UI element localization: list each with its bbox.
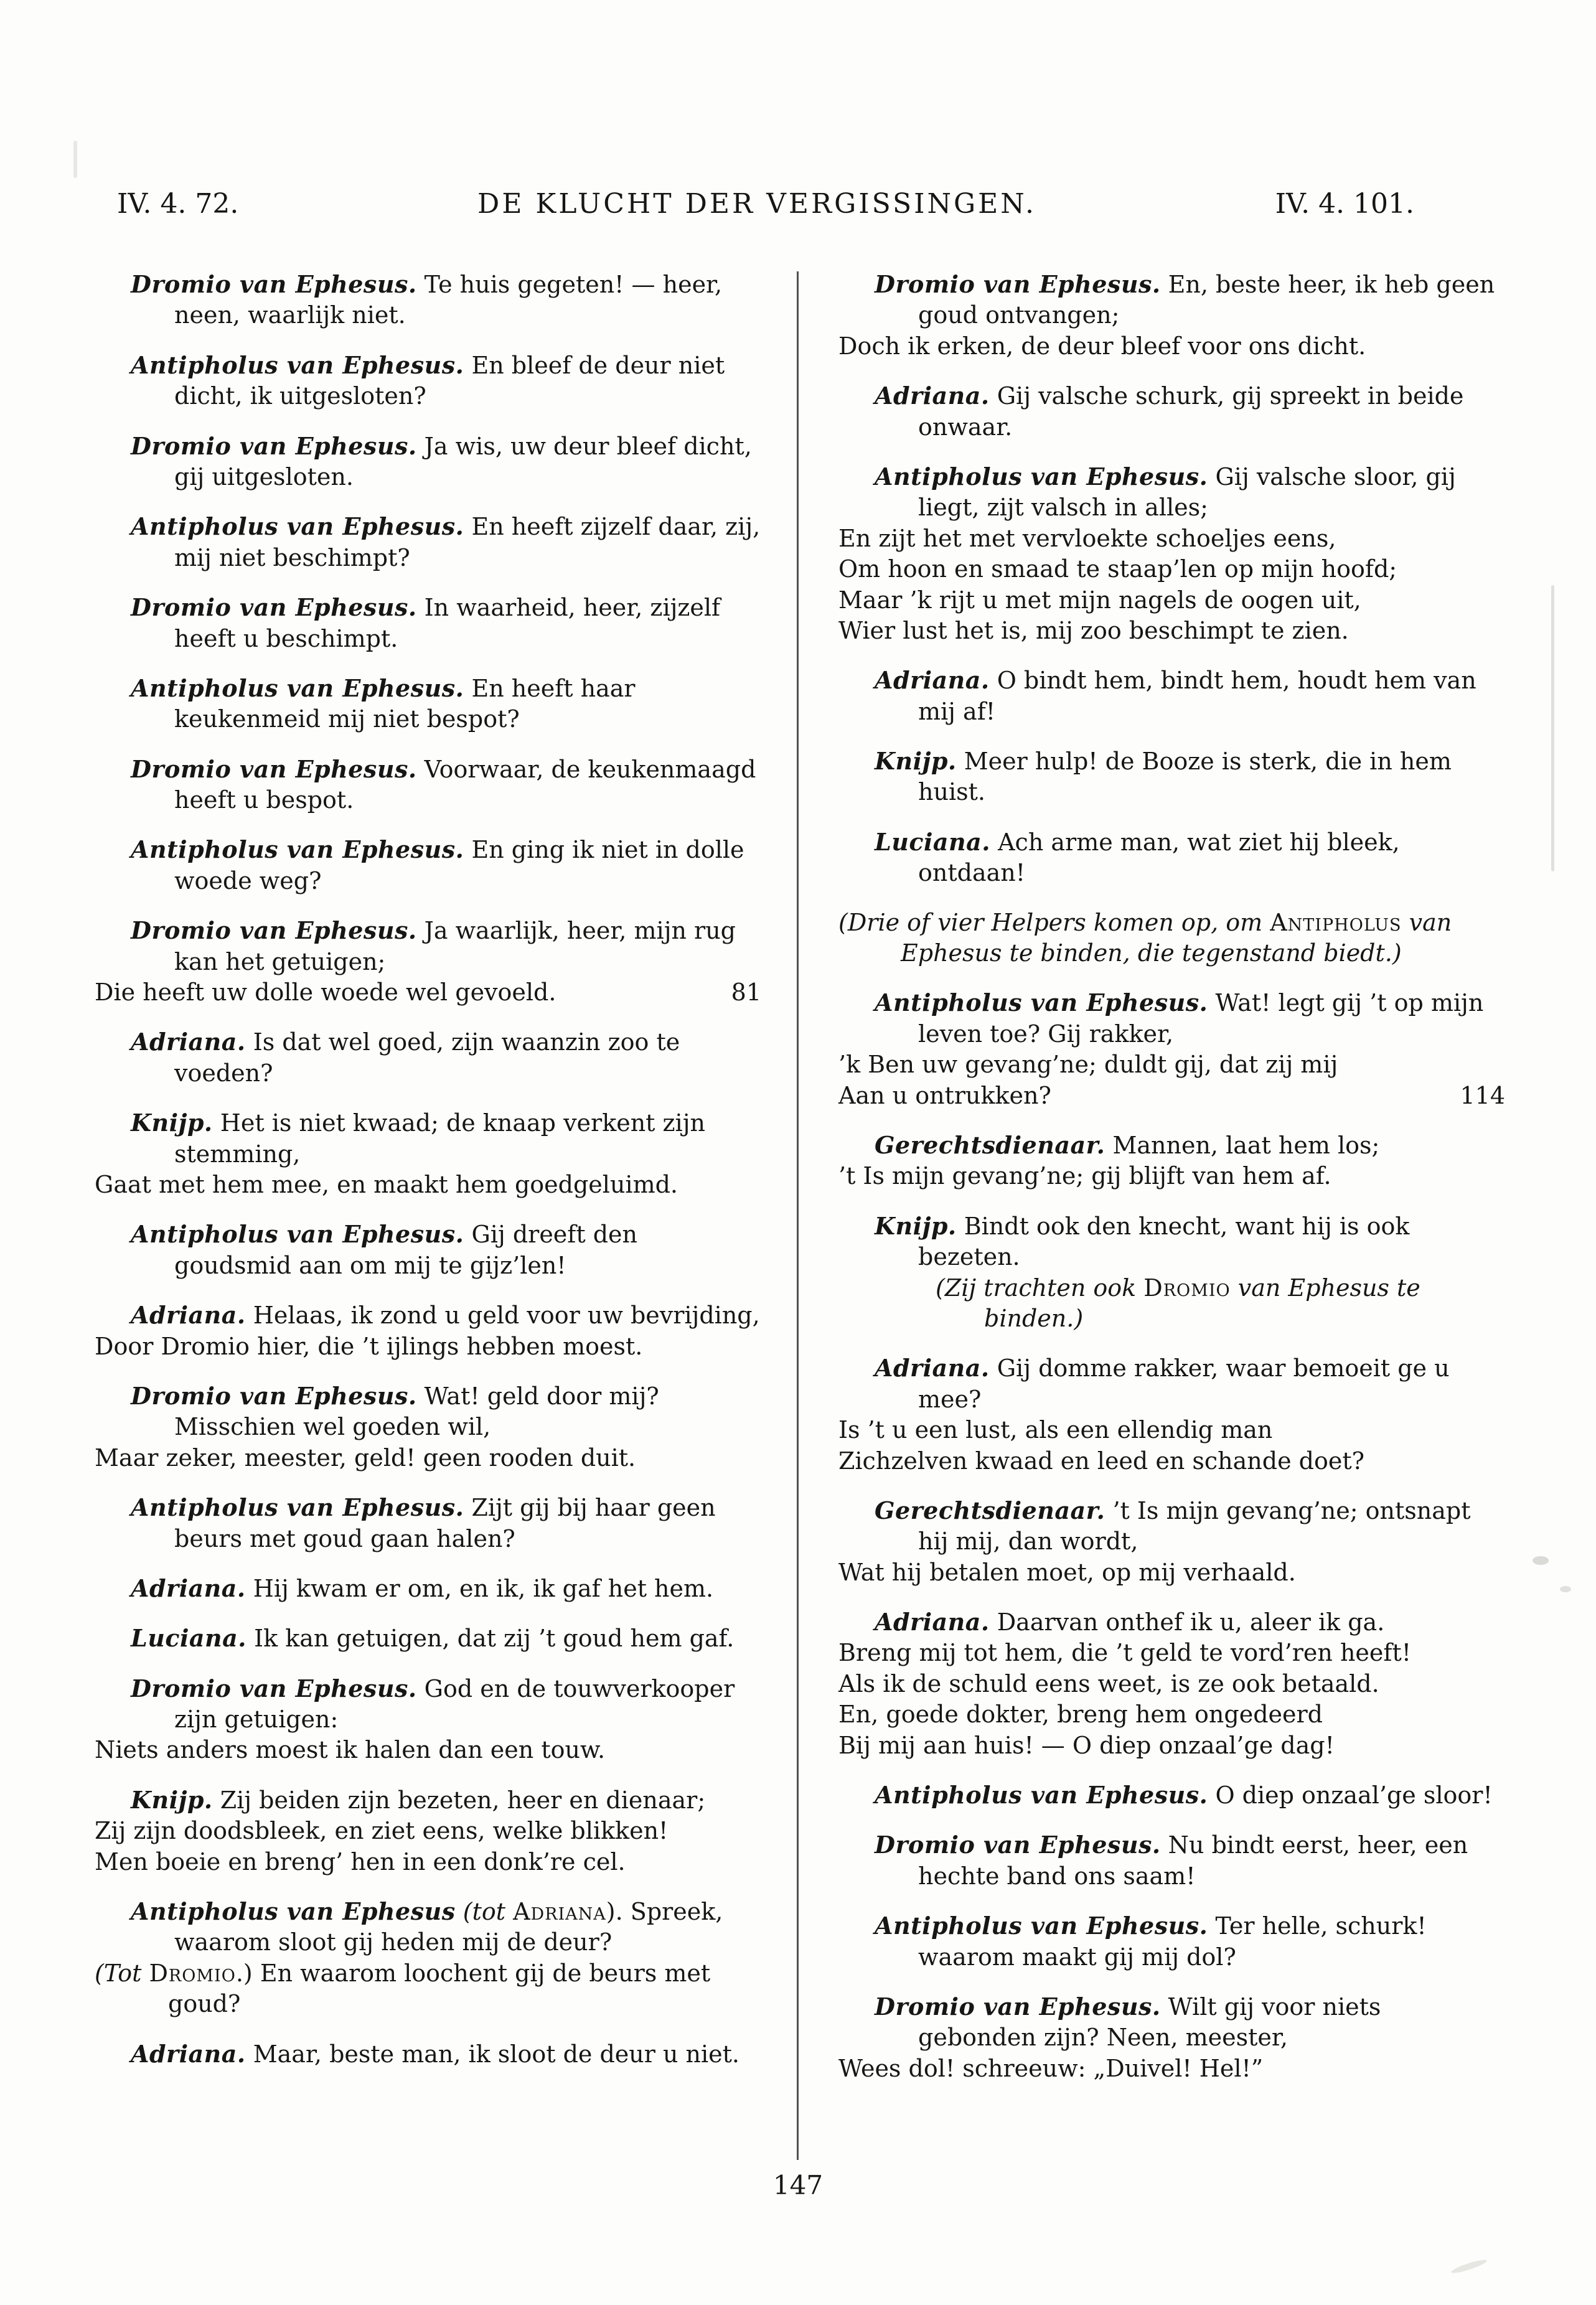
stage-direction bbox=[838, 908, 1505, 969]
text-run: En bleef de deur niet dicht, ik uitgesloten? bbox=[174, 351, 725, 410]
speaker-name: Antipholus van Ephesus bbox=[131, 1897, 456, 1926]
text-run: En, goede dokter, breng hem ongedeerd bbox=[838, 1701, 1323, 1729]
verse-line bbox=[95, 1170, 761, 1200]
speech-paragraph bbox=[95, 1896, 761, 1958]
text-run: Is ’t u een lust, als een ellendig man bbox=[838, 1416, 1273, 1444]
text-run: Als ik de schuld eens weet, is ze ook betaald. bbox=[838, 1669, 1379, 1697]
text-run: Ja wis, uw deur bleef dicht, gij uitgesloten. bbox=[174, 432, 752, 491]
verse-line bbox=[95, 1816, 761, 1846]
speaker-name: Adriana. bbox=[875, 1608, 990, 1636]
text-run: Het is niet kwaad; de knaap verkent zijn stemming, bbox=[174, 1109, 705, 1168]
speech-paragraph bbox=[95, 1300, 761, 1331]
text-run: God en de touwverkooper zijn getuigen: bbox=[174, 1674, 735, 1734]
speaker-name: Luciana. bbox=[875, 827, 991, 856]
text-run: Meer hulp! de Booze is sterk, die in hem huist. bbox=[918, 748, 1452, 806]
scan-artifact bbox=[1551, 585, 1554, 871]
verse-line bbox=[838, 1161, 1505, 1191]
speech-paragraph bbox=[95, 1026, 761, 1089]
text-run: (Tot bbox=[95, 1959, 149, 1987]
text-run: Antipholus bbox=[1270, 908, 1402, 936]
text-run: Zichzelven kwaad en leed en schande doet? bbox=[838, 1447, 1364, 1475]
speaker-name: Dromio van Ephesus. bbox=[131, 754, 417, 783]
verse-line-number: 81 bbox=[731, 979, 761, 1007]
text-run: Men boeie en breng’ hen in een donk’re cel. bbox=[95, 1847, 626, 1875]
speech-paragraph bbox=[95, 350, 761, 412]
text-run: Ja waarlijk, heer, mijn rug kan het getuigen; bbox=[174, 917, 736, 975]
text-run: Dromio bbox=[149, 1959, 236, 1987]
speech-paragraph bbox=[838, 269, 1505, 331]
text-run: Ach arme man, wat ziet hij bleek, ontdaan! bbox=[918, 828, 1400, 887]
verse-line bbox=[838, 1081, 1505, 1111]
scan-artifact bbox=[1560, 1586, 1571, 1592]
text-run: In waarheid, heer, zijzelf heeft u beschimpt. bbox=[174, 594, 721, 652]
speech-paragraph bbox=[95, 1219, 761, 1281]
text-run: Bindt ook den knecht, want hij is ook bezeten. bbox=[918, 1212, 1410, 1271]
text-run: Zij zijn doodsbleek, en ziet eens, welke blikken! bbox=[95, 1817, 669, 1845]
text-run: Is dat wel goed, zijn waanzin zoo te voeden? bbox=[174, 1028, 680, 1087]
speech-paragraph bbox=[95, 431, 761, 493]
verse-line bbox=[838, 1699, 1505, 1730]
speech-paragraph bbox=[95, 1492, 761, 1554]
speaker-name: Antipholus van Ephesus. bbox=[131, 835, 464, 864]
speech-paragraph bbox=[838, 746, 1505, 808]
page-number: 147 bbox=[772, 2170, 824, 2200]
speaker-name: Antipholus van Ephesus. bbox=[875, 462, 1208, 491]
text-run: En, beste heer, ik heb geen goud ontvangen; bbox=[918, 271, 1495, 329]
text-run: En heeft haar keukenmeid mij niet bespot? bbox=[174, 674, 636, 733]
text-run: van Ephesus te binden.) bbox=[984, 1274, 1420, 1332]
speaker-name: Knijp. bbox=[875, 1211, 957, 1240]
speaker-name: Dromio van Ephesus. bbox=[875, 1831, 1161, 1859]
speech-paragraph bbox=[838, 1780, 1505, 1811]
speaker-name: Antipholus van Ephesus. bbox=[875, 1781, 1208, 1810]
speech-paragraph bbox=[95, 1673, 761, 1735]
speaker-name: Dromio van Ephesus. bbox=[875, 270, 1161, 298]
speech-paragraph bbox=[838, 1353, 1505, 1415]
text-run: O diep onzaal’ge sloor! bbox=[1208, 1782, 1493, 1810]
text-run: Wees dol! schreeuw: „Duivel! Hel!” bbox=[838, 2054, 1264, 2082]
text-run: Hij kwam er om, en ik, ik gaf het hem. bbox=[245, 1574, 714, 1602]
speech-paragraph bbox=[838, 461, 1505, 523]
speech-paragraph bbox=[95, 1623, 761, 1654]
scan-artifact bbox=[73, 141, 77, 178]
text-run: Gij valsche schurk, gij spreekt in beide onwaar. bbox=[918, 382, 1464, 441]
verse-line bbox=[838, 331, 1505, 362]
text-run: Gij domme rakker, waar bemoeit ge u mee? bbox=[918, 1354, 1450, 1413]
speaker-name: Adriana. bbox=[131, 1301, 246, 1330]
verse-line bbox=[838, 1730, 1505, 1761]
speech-paragraph bbox=[95, 2039, 761, 2070]
text-run: O bindt hem, bindt hem, houdt hem van mij af! bbox=[918, 667, 1476, 725]
speaker-name: Adriana. bbox=[875, 382, 990, 410]
text-run: Niets anders moest ik halen dan een touw. bbox=[95, 1736, 606, 1764]
verse-line bbox=[95, 977, 761, 1008]
verse-line bbox=[838, 554, 1505, 584]
speaker-name: Knijp. bbox=[875, 747, 957, 776]
speaker-name: Adriana. bbox=[875, 666, 990, 695]
verse-line bbox=[838, 2054, 1505, 2084]
text-run bbox=[456, 1898, 463, 1925]
verse-line bbox=[838, 1557, 1505, 1588]
speaker-name: Dromio van Ephesus. bbox=[131, 431, 417, 460]
speaker-name: Luciana. bbox=[131, 1624, 247, 1653]
text-run: Aan u ontrukken? bbox=[838, 1081, 1051, 1109]
text-run: Gaat met hem mee, en maakt hem goedgeluimd. bbox=[95, 1170, 678, 1198]
speaker-name: Adriana. bbox=[131, 1574, 246, 1602]
verse-line bbox=[838, 1049, 1505, 1080]
speaker-name: Dromio van Ephesus. bbox=[875, 1992, 1161, 2021]
running-head-right: IV. 4. 101. bbox=[1275, 188, 1414, 220]
text-run: Doch ik erken, de deur bleef voor ons dicht. bbox=[838, 332, 1366, 360]
speech-paragraph bbox=[95, 673, 761, 735]
text-run: Nu bindt eerst, heer, een hechte band ons saam! bbox=[918, 1831, 1468, 1890]
verse-line bbox=[838, 585, 1505, 616]
text-run: Maar ’k rijt u met mijn nagels de oogen uit, bbox=[838, 586, 1361, 614]
text-run: Wat hij betalen moet, op mij verhaald. bbox=[838, 1558, 1296, 1586]
speech-paragraph bbox=[95, 1107, 761, 1170]
text-run: van Ephesus te binden, die tegenstand biedt.) bbox=[901, 908, 1452, 967]
text-run: En zijt het met vervloekte schoeljes eens, bbox=[838, 524, 1336, 552]
text-run: Maar, beste man, ik sloot de deur u niet. bbox=[245, 2040, 740, 2068]
text-column-right bbox=[838, 269, 1505, 2084]
speaker-name: Gerechtsdienaar. bbox=[875, 1496, 1105, 1524]
speaker-name: Adriana. bbox=[131, 1028, 246, 1056]
verse-line bbox=[838, 1415, 1505, 1445]
speaker-name: Antipholus van Ephesus. bbox=[131, 350, 464, 379]
verse-line bbox=[838, 1669, 1505, 1699]
text-run: En ging ik niet in dolle woede weg? bbox=[174, 836, 744, 894]
speaker-name: Antipholus van Ephesus. bbox=[131, 1220, 464, 1249]
text-run: ’t Is mijn gevang’ne; gij blijft van hem af. bbox=[838, 1162, 1331, 1190]
speaker-name: Dromio van Ephesus. bbox=[131, 1381, 417, 1410]
speaker-name: Knijp. bbox=[131, 1785, 213, 1814]
speaker-name: Antipholus van Ephesus. bbox=[131, 674, 464, 702]
speaker-name: Antipholus van Ephesus. bbox=[875, 988, 1208, 1017]
speech-paragraph bbox=[838, 380, 1505, 443]
speaker-name: Knijp. bbox=[131, 1109, 213, 1137]
text-run: Wat! geld door mij? Misschien wel goeden wil, bbox=[174, 1382, 659, 1441]
text-run: Zij beiden zijn bezeten, heer en dienaar; bbox=[212, 1786, 706, 1814]
speech-paragraph bbox=[838, 827, 1505, 889]
text-run: ). Spreek, waarom sloot gij heden mij de deur? bbox=[174, 1898, 723, 1956]
speech-paragraph bbox=[95, 1381, 761, 1443]
text-run: Dromio bbox=[1143, 1274, 1231, 1302]
text-column-left bbox=[95, 269, 761, 2084]
speaker-name: Antipholus van Ephesus. bbox=[131, 1493, 464, 1522]
speech-paragraph bbox=[838, 1910, 1505, 1973]
text-run: .) En waarom loochent gij de beurs met goud? bbox=[168, 1959, 711, 2018]
speech-paragraph bbox=[95, 511, 761, 573]
stage-direction bbox=[936, 1273, 1505, 1335]
scan-artifact bbox=[1450, 2258, 1488, 2275]
speaker-name: Dromio van Ephesus. bbox=[131, 270, 417, 298]
verse-line bbox=[95, 1331, 761, 1362]
speech-paragraph bbox=[95, 592, 761, 654]
speaker-name: Adriana. bbox=[875, 1354, 990, 1383]
verse-line bbox=[95, 1958, 761, 2020]
text-run: Daarvan onthef ik u, aleer ik ga. bbox=[989, 1608, 1385, 1636]
verse-line bbox=[838, 1446, 1505, 1476]
speech-paragraph bbox=[838, 665, 1505, 727]
speech-paragraph bbox=[95, 269, 761, 331]
text-body bbox=[95, 269, 1505, 2084]
speech-paragraph bbox=[838, 1495, 1505, 1557]
text-run: Bij mij aan huis! — O diep onzaal’ge dag! bbox=[838, 1731, 1335, 1759]
text-run: Door Dromio hier, die ’t ijlings hebben moest. bbox=[95, 1332, 643, 1360]
verse-line-number: 114 bbox=[1460, 1081, 1505, 1109]
speaker-name: Antipholus van Ephesus. bbox=[131, 512, 464, 541]
text-run: Voorwaar, de keukenmaagd heeft u bespot. bbox=[174, 755, 756, 814]
text-run: Die heeft uw dolle woede wel gevoeld. bbox=[95, 979, 556, 1007]
speech-paragraph bbox=[95, 834, 761, 896]
verse-line bbox=[95, 1735, 761, 1765]
text-run: ’k Ben uw gevang’ne; duldt gij, dat zij mij bbox=[838, 1051, 1338, 1079]
speech-paragraph bbox=[838, 1607, 1505, 1638]
text-run: En heeft zijzelf daar, zij, mij niet beschimpt? bbox=[174, 513, 761, 571]
text-run: Helaas, ik zond u geld voor uw bevrijding, bbox=[245, 1302, 760, 1330]
text-run: Wier lust het is, mij zoo beschimpt te zien. bbox=[838, 616, 1349, 644]
verse-line bbox=[838, 1638, 1505, 1668]
text-run: ’t Is mijn gevang’ne; ontsnapt hij mij, dan wordt, bbox=[918, 1496, 1471, 1556]
speech-paragraph bbox=[95, 1785, 761, 1816]
text-run: Ter helle, schurk! waarom maakt gij mij dol? bbox=[918, 1912, 1427, 1971]
speech-paragraph bbox=[95, 754, 761, 816]
text-run: Adriana bbox=[513, 1898, 606, 1926]
text-run: (Zij trachten ook bbox=[936, 1274, 1144, 1302]
verse-line bbox=[95, 1847, 761, 1877]
speech-paragraph bbox=[838, 987, 1505, 1049]
running-title: DE KLUCHT DER VERGISSINGEN. bbox=[477, 188, 1036, 220]
speech-paragraph bbox=[838, 1829, 1505, 1892]
text-run: Breng mij tot hem, die ’t geld te vord’ren heeft! bbox=[838, 1639, 1412, 1667]
text-run: Wilt gij voor niets gebonden zijn? Neen, meester, bbox=[918, 1993, 1381, 2052]
speech-paragraph bbox=[95, 1573, 761, 1604]
text-run: Gij dreeft den goudsmid aan om mij te gijz’len! bbox=[174, 1221, 637, 1279]
verse-line bbox=[95, 1443, 761, 1473]
text-run: Te huis gegeten! — heer, neen, waarlijk niet. bbox=[174, 271, 723, 329]
speaker-name: Adriana. bbox=[131, 2039, 246, 2068]
speaker-name: Dromio van Ephesus. bbox=[131, 916, 417, 945]
text-run: Maar zeker, meester, geld! geen rooden duit. bbox=[95, 1444, 636, 1472]
speech-paragraph bbox=[838, 1211, 1505, 1273]
speaker-name: Dromio van Ephesus. bbox=[131, 593, 417, 622]
text-run: Wat! legt gij ’t op mijn leven toe? Gij rakker, bbox=[918, 989, 1484, 1048]
text-run: Zijt gij bij haar geen beurs met goud gaan halen? bbox=[174, 1494, 716, 1552]
speech-paragraph bbox=[838, 1991, 1505, 2054]
speaker-name: Dromio van Ephesus. bbox=[131, 1674, 417, 1702]
running-head bbox=[117, 188, 1414, 220]
verse-line bbox=[838, 523, 1505, 554]
speaker-name: Gerechtsdienaar. bbox=[875, 1130, 1105, 1159]
verse-line bbox=[838, 616, 1505, 646]
speaker-name: Antipholus van Ephesus. bbox=[875, 1912, 1208, 1940]
text-run: Gij valsche sloor, gij liegt, zijt valsch in alles; bbox=[918, 462, 1456, 522]
text-run: Mannen, laat hem los; bbox=[1105, 1131, 1380, 1159]
text-run: (tot bbox=[462, 1898, 514, 1926]
text-run: (Drie of vier Helpers komen op, om bbox=[838, 908, 1270, 936]
scan-artifact bbox=[1533, 1556, 1549, 1565]
speech-paragraph bbox=[95, 915, 761, 977]
text-run: Om hoon en smaad te staap’len op mijn hoofd; bbox=[838, 555, 1397, 583]
speech-paragraph bbox=[838, 1130, 1505, 1161]
running-head-left: IV. 4. 72. bbox=[117, 188, 239, 220]
text-run: Ik kan getuigen, dat zij ’t goud hem gaf. bbox=[246, 1625, 735, 1653]
